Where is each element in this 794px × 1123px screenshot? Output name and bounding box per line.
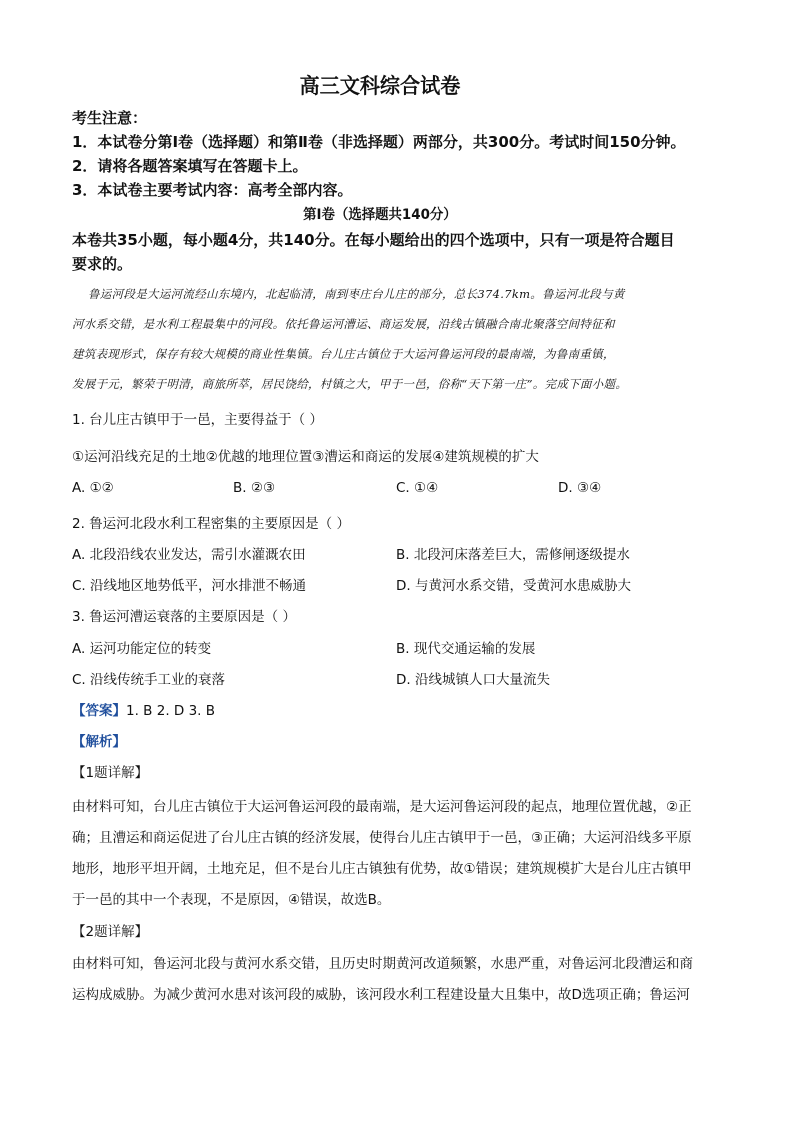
question-2-option-d: D. 与黄河水系交错，受黄河水患威胁大 — [396, 578, 631, 594]
detail-1-line-1: 由材料可知，台儿庄古镇位于大运河鲁运河段的最南端，是大运河鲁运河段的起点，地理位置优越，②正 — [72, 799, 692, 815]
answer-line — [72, 699, 215, 719]
passage-line-4: 发展于元，繁荣于明清，商旅所萃，居民饶给，村镇之大，甲于一邑，俗称“天下第一庄”。完成下面小题。 — [72, 377, 628, 391]
detail-1-line-4: 于一邑的其中一个表现，不是原因，④错误，故选B。 — [72, 892, 391, 908]
notice-heading: 考生注意： — [72, 109, 148, 127]
question-3-option-b: B. 现代交通运输的发展 — [396, 641, 536, 657]
detail-2-line-2: 运构成威胁。为减少黄河水患对该河段的威胁，该河段水利工程建设量大且集中，故D选项正确；鲁运河 — [72, 987, 690, 1003]
question-2-option-b: B. 北段河床落差巨大，需修闸逐级提水 — [396, 547, 630, 563]
question-2-option-a: A. 北段沿线农业发达，需引水灌溉农田 — [72, 547, 306, 563]
detail-1-line-2: 确；且漕运和商运促进了台儿庄古镇的经济发展，使得台儿庄古镇甲于一邑，③正确；大运河沿线多平原 — [72, 830, 692, 846]
analysis-tag: 【解析】 — [72, 734, 126, 750]
question-3-option-a: A. 运河功能定位的转变 — [72, 641, 212, 657]
passage-line-1: 鲁运河段是大运河流经山东境内，北起临清，南到枣庄台儿庄的部分，总长374.7km。鲁运河北段与黄 — [88, 287, 625, 301]
answer-tag: 【答案】 — [72, 703, 126, 719]
detail-1-line-3: 地形，地形平坦开阔，土地充足，但不是台儿庄古镇独有优势，故①错误；建筑规模扩大是台儿庄古镇甲 — [72, 861, 692, 877]
detail-1-tag: 【1题详解】 — [72, 765, 149, 781]
answer-values: 1. B 2. D 3. B — [126, 703, 216, 719]
question-1-option-a: A. ①② — [72, 480, 114, 496]
notice-item-1: 1．本试卷分第Ⅰ卷（选择题）和第Ⅱ卷（非选择题）两部分，共300分。考试时间150分钟。 — [72, 133, 686, 151]
notice-item-3: 3．本试卷主要考试内容：高考全部内容。 — [72, 181, 353, 199]
detail-2-tag: 【2题详解】 — [72, 924, 149, 940]
question-1-option-c: C. ①④ — [396, 480, 439, 496]
question-3-option-c: C. 沿线传统手工业的衰落 — [72, 672, 226, 688]
passage-line-3: 建筑表现形式，保存有较大规模的商业性集镇。台儿庄古镇位于大运河鲁运河段的最南端，为鲁南重镇， — [72, 347, 615, 361]
question-2-stem: 2. 鲁运河北段水利工程密集的主要原因是（ ） — [72, 516, 350, 532]
question-1-stem: 1. 台儿庄古镇甲于一邑，主要得益于（ ） — [72, 412, 323, 428]
question-1-statements: ①运河沿线充足的土地②优越的地理位置③漕运和商运的发展④建筑规模的扩大 — [72, 449, 539, 465]
question-1-option-d: D. ③④ — [558, 480, 602, 496]
section-title: 第Ⅰ卷（选择题共140分） — [303, 207, 457, 223]
question-1-option-b: B. ②③ — [233, 480, 276, 496]
detail-2-line-1: 由材料可知，鲁运河北段与黄河水系交错，且历史时期黄河改道频繁，水患严重，对鲁运河北段漕运和商 — [72, 956, 693, 972]
question-3-stem: 3. 鲁运河漕运衰落的主要原因是（ ） — [72, 609, 296, 625]
question-2-option-c: C. 沿线地区地势低平，河水排泄不畅通 — [72, 578, 307, 594]
section-intro-line-2: 要求的。 — [72, 255, 133, 273]
passage-line-2: 河水系交错，是水利工程最集中的河段。依托鲁运河漕运、商运发展，沿线古镇融合南北聚落空间特征和 — [72, 317, 615, 331]
question-3-option-d: D. 沿线城镇人口大量流失 — [396, 672, 550, 688]
notice-item-2: 2．请将各题答案填写在答题卡上。 — [72, 157, 308, 175]
section-intro-line-1: 本卷共35小题，每小题4分，共140分。在每小题给出的四个选项中，只有一项是符合题目 — [72, 231, 675, 249]
page-title: 高三文科综合试卷 — [299, 74, 461, 98]
